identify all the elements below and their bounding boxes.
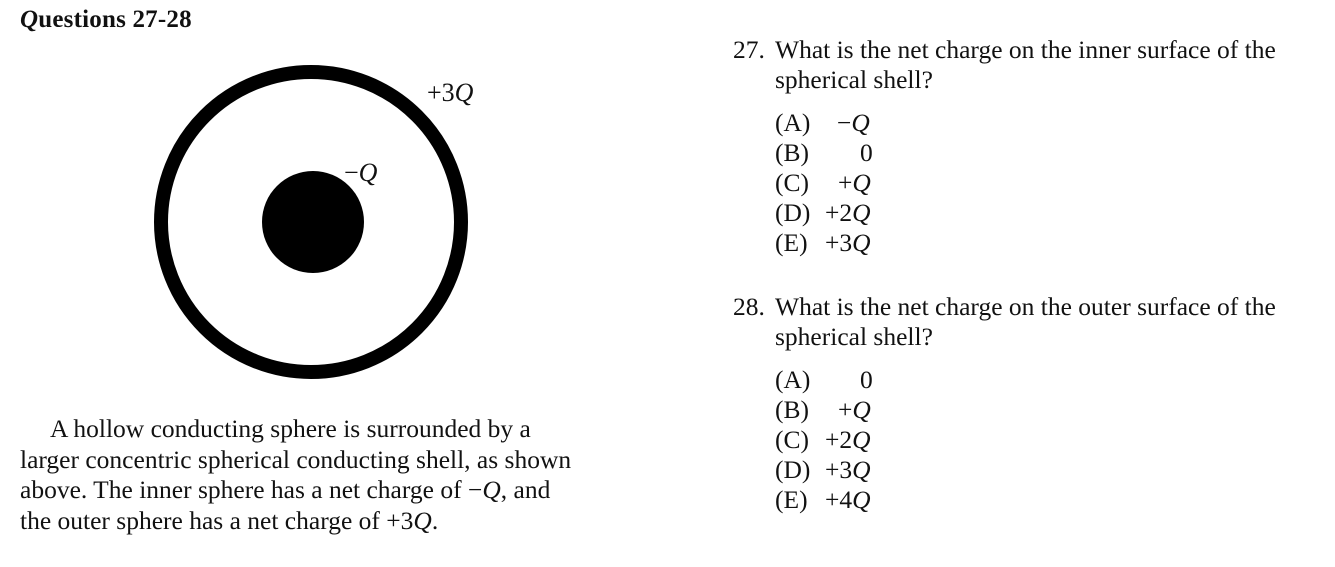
choice-value: +3Q (825, 455, 871, 484)
question-number: 27. (733, 35, 765, 64)
caption-line: larger concentric spherical conducting shell, as shown (20, 444, 572, 474)
question-27 (733, 35, 1333, 258)
answer-choice-e[interactable] (775, 485, 1333, 515)
answer-choice-c[interactable] (775, 425, 1333, 455)
question-number: 28. (733, 292, 765, 321)
question-text-line: What is the net charge on the outer surface of the (775, 292, 1276, 321)
choice-letter: (B) (775, 395, 809, 424)
choice-letter: (C) (775, 168, 809, 197)
answer-choice-a[interactable] (775, 108, 1333, 138)
inner-charge-label: −Q (344, 158, 378, 187)
question-text-line: spherical shell? (775, 65, 933, 94)
question-text-line: spherical shell? (775, 322, 933, 351)
answer-choice-e[interactable] (775, 228, 1333, 258)
question-text (775, 292, 1333, 352)
sphere-diagram (150, 60, 480, 390)
section-title: Questions 27-28 (20, 6, 192, 33)
caption-line: A hollow conducting sphere is surrounded by a (50, 414, 531, 443)
answer-choice-c[interactable] (775, 168, 1333, 198)
answer-choice-a[interactable] (775, 365, 1333, 395)
answer-choices (775, 365, 1333, 515)
answer-choice-d[interactable] (775, 198, 1333, 228)
answer-choice-b[interactable] (775, 138, 1333, 168)
choice-value: −Q (837, 108, 870, 137)
answer-choice-d[interactable] (775, 455, 1333, 485)
choice-value: +4Q (825, 485, 871, 514)
answer-choice-b[interactable] (775, 395, 1333, 425)
choice-letter: (D) (775, 198, 811, 227)
choice-value: 0 (860, 365, 873, 394)
choice-letter: (A) (775, 108, 811, 137)
choice-letter: (E) (775, 485, 808, 514)
choice-value: +2Q (825, 198, 871, 227)
choice-value: +Q (838, 168, 871, 197)
figure-caption (20, 414, 660, 536)
choice-letter: (E) (775, 228, 808, 257)
caption-line: above. The inner sphere has a net charge of −Q, and (20, 475, 551, 504)
choice-letter: (D) (775, 455, 811, 484)
question-stem (733, 35, 1333, 95)
outer-charge-label: +3Q (427, 78, 474, 107)
question-stem (733, 292, 1333, 352)
choice-value: 0 (860, 138, 873, 167)
question-text-line: What is the net charge on the inner surface of the (775, 35, 1276, 64)
choice-letter: (A) (775, 365, 811, 394)
question-28 (733, 292, 1333, 515)
choice-letter: (B) (775, 138, 809, 167)
choice-letter: (C) (775, 425, 809, 454)
choice-value: +3Q (825, 228, 871, 257)
choice-value: +2Q (825, 425, 871, 454)
caption-line: the outer sphere has a net charge of +3Q. (20, 505, 439, 535)
answer-choices (775, 108, 1333, 258)
sphere-diagram-svg (150, 60, 480, 390)
choice-value: +Q (838, 395, 871, 424)
question-text (775, 35, 1333, 95)
